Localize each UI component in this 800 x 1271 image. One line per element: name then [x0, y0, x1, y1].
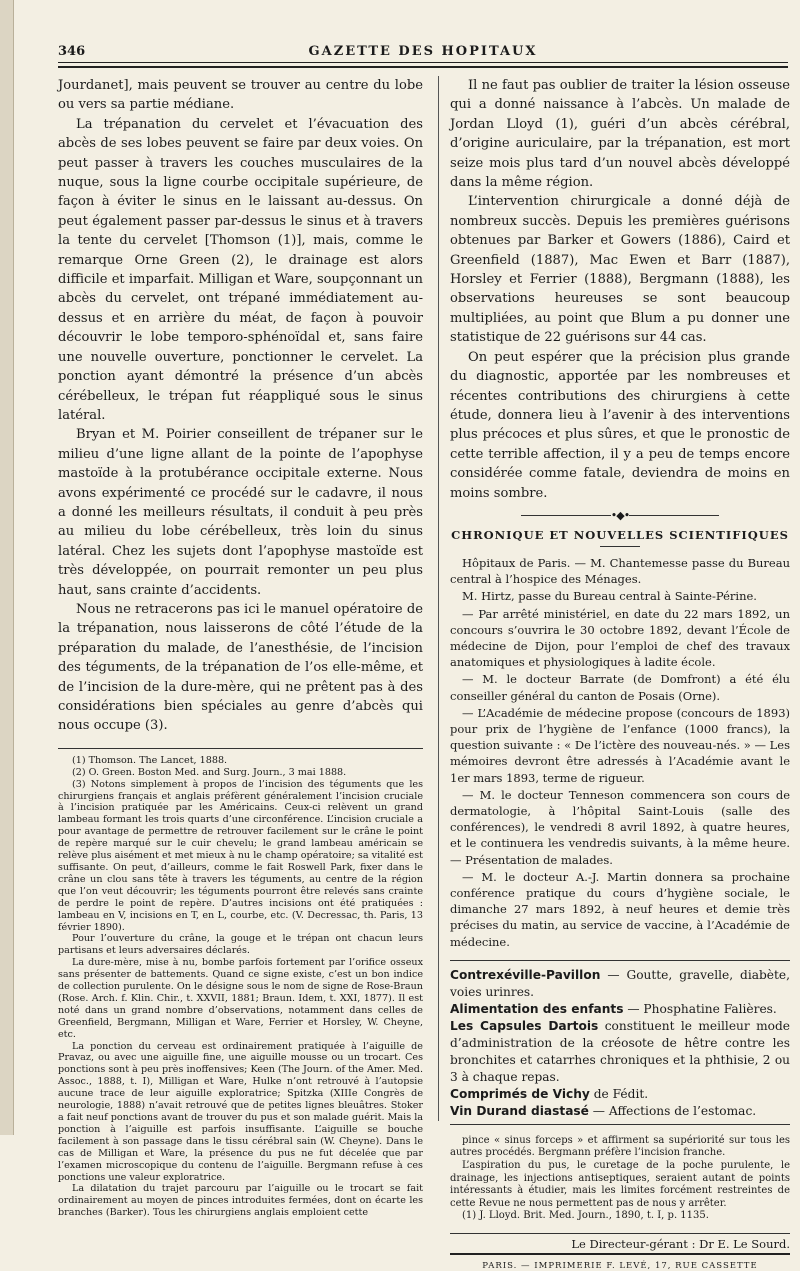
- advert-text: — Phosphatine Falières.: [623, 1001, 777, 1016]
- page-binding-edge: [0, 0, 14, 1135]
- advert-item: [450, 1018, 790, 1086]
- advert-name: Vin Durand diastasé: [450, 1103, 589, 1118]
- paragraph: La trépanation du cervelet et l’évacuation des abcès de ses lobes peuvent se faire par deux voies. On peut passer à travers les couches musculaires de la nuque, sous la ligne courbe occipitale supérieure, de façon à éviter le sinus en le laissant au-dessus. On peut également passer par-dessus le sinus et à travers la tente du cervelet [Thomson (1)], mais, comme le remarque Orne Green (2), le drainage est alors difficile et imparfait. Milligan et Ware, soupçonnant un abcès du cervelet, ont trépané immédiatement au-dessus et en arrière du méat, de façon à pouvoir découvrir le lobe temporo-sphénoïdal et, sans faire une nouvelle ouverture, ponctionner le cervelet. La ponction ayant démontré la présence d’un abcès cérébelleux, le trépan fut réappliqué sous le sinus latéral.: [58, 116, 423, 423]
- advert-name: Alimentation des enfants: [450, 1001, 624, 1016]
- footnote: La ponction du cerveau est ordinairement pratiquée à l’aiguille de Pravaz, ou avec une aiguille fine, une aiguille mousse ou un trocart. Ces ponctions sont à peu près inoffensives; Keen (The Journ. of the Amer. Med. Assoc., 1888, t. I), Milligan et Ware, Hulke n’ont retrouvé à l’autopsie aucune trace de leur aiguille exploratrice; Spitzka (XIIIe Congrès de neurologie, 1888) n’avait retrouvé que de petites lignes bleuâtres. Stoker a fait neuf ponctions avant de trouver du pus et son malade guérit. Mais la ponction à l’aiguille est parfois insuffisante. L’aiguille se bouche facilement à son passage dans le tissu cérébral sain (W. Cheyne). Dans le cas de Milligan et Ware, la présence du pus ne fut décelée que par l’examen microscopique du contenu de l’aiguille. Bergmann refuse à ces ponctions une valeur exploratrice.: [58, 1040, 423, 1183]
- advert-name: Les Capsules Dartois: [450, 1018, 599, 1033]
- header-rule: [58, 62, 788, 68]
- footnote: (1) Thomson. The Lancet, 1888.: [72, 754, 228, 766]
- footnote: (2) O. Green. Boston Med. and Surg. Journ., 3 mai 1888.: [72, 766, 347, 778]
- director-signature: Le Directeur-gérant : Dr E. Le Sourd.: [450, 1233, 790, 1251]
- chronicle-heading: CHRONIQUE ET NOUVELLES SCIENTIFIQUES: [451, 527, 789, 542]
- news-item: — M. le docteur Barrate (de Domfront) a été élu conseiller général du canton de Posais (Orne).: [450, 672, 790, 703]
- director-rule: [450, 1253, 790, 1255]
- left-body: [58, 76, 423, 736]
- news-item: — M. le docteur A.-J. Martin donnera sa prochaine conférence pratique du cours d’hygiène sociale, le dimanche 27 mars 1892, à neuf heures et demie très précises du matin, au service de vaccine, à l’Académie de médecine.: [450, 869, 790, 949]
- chronicle-items: [450, 555, 790, 950]
- page-number: 346: [58, 44, 86, 59]
- footnote: (3) Notons simplement à propos de l’incision des téguments que les chirurgiens français et anglais préfèrent généralement l’incision cruciale à l’incision pratiquée par les Américains. Ceux-ci relèvent un grand lambeau formant les trois quarts d’une circonférence. L’incision cruciale a pour avantage de permettre de retrouver facilement sur le crâne le point de repère marqué sur le cuir chevelu; le grand lambeau américain se relève plus aisément et met mieux à nu le champ opératoire; sa vitalité est suffisante. On peut, d’ailleurs, comme le fait Roswell Park, fixer dans le crâne un clou sans tête à travers les téguments, au centre de la région que l’on veut découvrir; les téguments pourront être relevés sans crainte de perdre le point de repère. D’autres incisions ont été pratiquées : lambeau en V, incisions en T, en L, courbe, etc. (V. Decressac, th. Paris, 13 février 1890).: [58, 778, 423, 933]
- right-column: [450, 76, 790, 1271]
- footnote: L’aspiration du pus, le curetage de la poche purulente, le drainage, les injections antiseptiques, seraient autant de points intéressants à étudier, mais les limites forcément restreintes de cette Revue ne nous permettent pas de nous y arrêter.: [450, 1160, 790, 1209]
- advert-item: [450, 1086, 790, 1103]
- right-footnotes: [450, 1135, 790, 1223]
- advert-item: [450, 967, 790, 1001]
- advert-text: constituent le meilleur mode d’administration de la créosote de hêtre contre les bronchites et catarrhes chroniques et la phthisie, 2 ou 3 à chaque repas.: [450, 1018, 790, 1084]
- paragraph: On peut espérer que la précision plus grande du diagnostic, apportée par les nombreuses et récentes contributions des chirurgiens à cette étude, donnera lieu à l’avenir à des interventions plus précoces et plus sûres, et que le pronostic de cette terrible affection, il y a peu de temps encore considérée comme fatale, deviendra de moins en moins sombre.: [450, 349, 790, 501]
- paragraph: Jourdanet], mais peuvent se trouver au centre du lobe ou vers sa partie médiane.: [58, 78, 423, 113]
- journal-title: GAZETTE DES HOPITAUX: [308, 44, 538, 59]
- chronicle-rule: [600, 546, 640, 547]
- column-divider: [438, 76, 439, 1121]
- paragraph: Nous ne retracerons pas ici le manuel opératoire de la trépanation, nous laisserons de côté l’étude de la préparation du malade, de l’anesthésie, de l’incision des téguments, de la trépanation de l’os elle-même, et de l’incision de la dure-mère, qui ne prêtent pas à des considérations bien spéciales au genre d’abcès qui nous occupe (3).: [58, 601, 423, 734]
- footnote: (1) J. Lloyd. Brit. Med. Journ., 1890, t. I, p. 1135.: [462, 1210, 709, 1222]
- footnote: La dilatation du trajet parcouru par l’aiguille ou le trocart se fait ordinairement au moyen de pinces introduites fermées, dont on écarte les branches (Barker). Tous les chirurgiens anglais emploient cette: [58, 1183, 423, 1219]
- news-item: — Par arrêté ministériel, en date du 22 mars 1892, un concours s’ouvrira le 30 octobre 1892, devant l’École de médecine de Dijon, pour l’emploi de chef des travaux anatomiques et physiologiques à ladite école.: [450, 606, 790, 670]
- news-item: M. Hirtz, passe du Bureau central à Sainte-Périne.: [462, 589, 757, 604]
- newspaper-page: [18, 38, 790, 1271]
- right-body: [450, 76, 790, 503]
- advert-text: de Fédit.: [589, 1086, 649, 1101]
- paragraph: L’intervention chirurgicale a donné déjà de nombreux succès. Depuis les premières guérisons obtenues par Barker et Gowers (1886), Caird et Greenfield (1887), Mac Ewen et Barr (1887), Horsley et Ferrier (1888), Bergmann (1888), les observations heureuses se sont beaucoup multipliées, au point que Blum a pu donner une statistique de 22 guérisons sur 44 cas.: [450, 194, 790, 346]
- news-item: — M. le docteur Tenneson commencera son cours de dermatologie, à l’hôpital Saint-Louis (salle des conférences), le vendredi 8 avril 1892, à quatre heures, et le continuera les vendredis suivants, à la même heure. — Présentation de malades.: [450, 787, 790, 867]
- left-column: [58, 76, 423, 1219]
- news-item: Hôpitaux de Paris. — M. Chantemesse passe du Bureau central à l’hospice des Ménages.: [450, 555, 790, 587]
- advert-item: [450, 1001, 790, 1018]
- advert-text: — Affections de l’estomac.: [588, 1103, 757, 1118]
- advert-item: [450, 1103, 790, 1120]
- page-header: [58, 38, 788, 62]
- advert-text: — Goutte, gravelle, diabète, voies urinres.: [450, 967, 790, 999]
- left-footnotes: [58, 748, 423, 1219]
- footnote: Pour l’ouverture du crâne, la gouge et le trépan ont chacun leurs partisans et leurs adversaires déclarés.: [58, 933, 423, 957]
- advert-name: Contrexéville-Pavillon: [450, 967, 601, 982]
- advertisements: [450, 960, 790, 1125]
- printer-imprint: PARIS. — IMPRIMERIE F. LEVÉ, 17, RUE CASSETTE: [482, 1260, 758, 1271]
- paragraph: Bryan et M. Poirier conseillent de trépaner sur le milieu d’une ligne allant de la pointe de l’apophyse mastoïde à la protubérance occipitale externe. Nous avons expérimenté ce procédé sur le cadavre, il nous a donné les meilleurs résultats, il conduit à peu près au milieu du lobe cérébelleux, très loin du sinus latéral. Chez les sujets dont l’apophyse mastoïde est très développée, on pourrait remonter un peu plus haut, sans crainte d’accidents.: [58, 427, 423, 598]
- advert-name: Comprimés de Vichy: [450, 1086, 590, 1101]
- footnote: pince « sinus forceps » et affirment sa supériorité sur tous les autres procédés. Bergmann préfère l’incision franche.: [450, 1134, 790, 1159]
- news-item: — L’Académie de médecine propose (concours de 1893) pour prix de l’hygiène de l’enfance (1000 francs), la question suivante : « De l’ictère des nouveau-nés. » — Les mémoires devront être adressés à l’Académie avant le 1er mars 1893, terme de rigueur.: [450, 705, 790, 785]
- section-ornament: •◆•: [450, 509, 790, 522]
- paragraph: Il ne faut pas oublier de traiter la lésion osseuse qui a donné naissance à l’abcès. Un malade de Jordan Lloyd (1), guéri d’un abcès cérébral, d’origine auriculaire, par la trépanation, est mort seize mois plus tard d’un nouvel abcès développé dans la même région.: [450, 78, 790, 191]
- footnote: La dure-mère, mise à nu, bombe parfois fortement par l’orifice osseux sans présenter de battements. Quand ce signe existe, c’est un bon indice de collection purulente. On le désigne sous le nom de signe de Rose-Braun (Rose. Arch. f. Klin. Chir., t. XXVII, 1881; Braun. Idem, t. XXI, 1877). Il est noté dans un grand nombre d’observations, notamment dans celles de Greenfield, Bergmann, Milligan et Ware, Ferrier et Horsley, W. Cheyne, etc.: [58, 957, 423, 1040]
